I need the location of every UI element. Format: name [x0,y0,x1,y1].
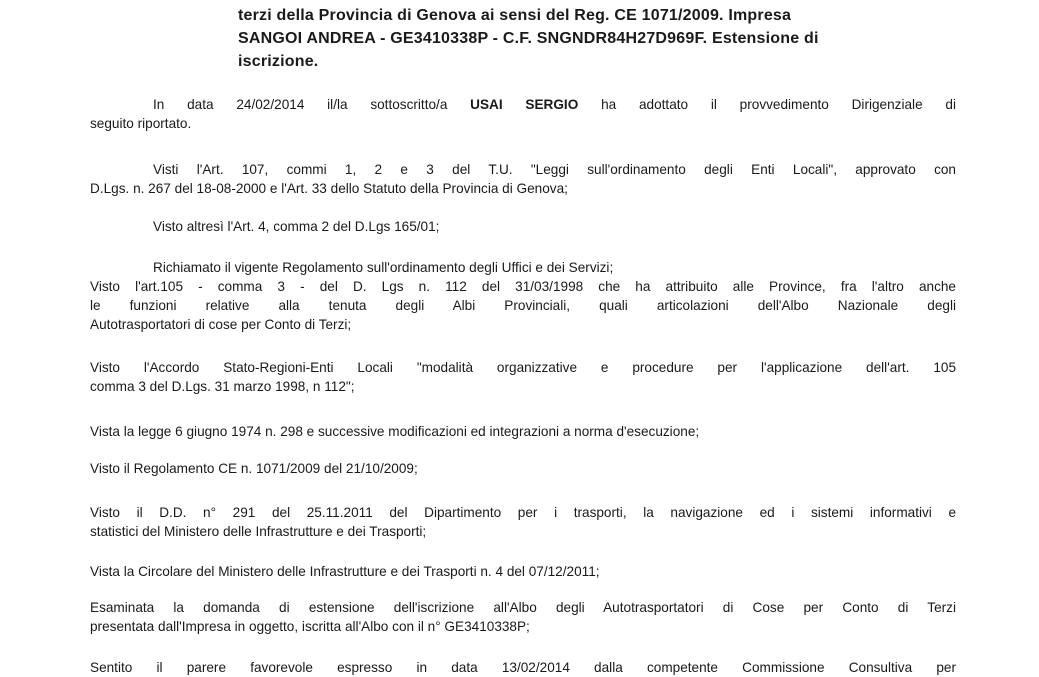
paragraph-sentito [90,658,956,677]
paragraph-visti [90,160,956,198]
signatory-name: USAI SERGIO [470,97,579,112]
paragraph-legge [90,422,956,441]
paragraph-line: Autotrasportatori di cose per Conto di Terzi; [90,317,352,332]
paragraph-line: comma 3 del D.Lgs. 31 marzo 1998, n 112"; [90,379,355,394]
paragraph-esaminata [90,598,956,636]
paragraph-dd [90,503,956,541]
paragraph-line: Visto l'Accordo Stato-Regioni-Enti Locali "modalità organizzative e procedure per l'applicazione dell'art. 105 [90,360,956,375]
paragraph-visto-altresi [90,217,956,236]
paragraph-adoption [90,95,956,133]
paragraph-line: D.Lgs. n. 267 del 18-08-2000 e l'Art. 33 dello Statuto della Provincia di Genova; [90,181,568,196]
paragraph-line: seguito riportato. [90,116,192,131]
adoption-date-text: In data 24/02/2014 il/la sottoscritto/a [153,97,471,112]
paragraph-line: Vista la Circolare del Ministero delle Infrastrutture e dei Trasporti n. 4 del 07/12/2011; [90,564,600,579]
paragraph-line: statistici del Ministero delle Infrastrutture e dei Trasporti; [90,524,427,539]
paragraph-line: Vista la legge 6 giugno 1974 n. 298 e successive modificazioni ed integrazioni a norma d'esecuzione; [90,424,700,439]
paragraph-line: Visto altresì l'Art. 4, comma 2 del D.Lgs 165/01; [153,219,440,234]
paragraph-regolamento [90,459,956,478]
paragraph-line: Visto l'art.105 - comma 3 - del D. Lgs n. 112 del 31/03/1998 che ha attribuito alle Province, fra l'altro anche [90,279,956,294]
paragraph-line: le funzioni relative alla tenuta degli Albi Provinciali, quali articolazioni dell'Albo Nazionale degli [90,298,956,313]
adoption-text: ha adottato il provvedimento Dirigenziale di [578,97,956,112]
paragraph-line: Sentito il parere favorevole espresso in data 13/02/2014 dalla competente Commissione Consultiva per [90,660,956,675]
paragraph-line: Visto il Regolamento CE n. 1071/2009 del 21/10/2009; [90,461,418,476]
paragraph-accordo [90,358,956,396]
document-subject [238,0,958,73]
paragraph-line: Visti l'Art. 107, commi 1, 2 e 3 del T.U. "Leggi sull'ordinamento degli Enti Locali", approvato con [153,162,956,177]
paragraph-line: Esaminata la domanda di estensione dell'iscrizione all'Albo degli Autotrasportatori di Cose per Conto di Terzi [90,600,956,615]
paragraph-line: presentata dall'Impresa in oggetto, iscritta all'Albo con il n° GE3410338P; [90,619,530,634]
paragraph-line: Visto il D.D. n° 291 del 25.11.2011 del Dipartimento per i trasporti, la navigazione ed i sistemi informativi e [90,505,956,520]
paragraph-circolare [90,562,956,581]
paragraph-line [90,95,956,114]
subject-line-2: iscrizione. [238,53,319,70]
paragraph-line: Richiamato il vigente Regolamento sull'ordinamento degli Uffici e dei Servizi; [153,260,614,275]
subject-line-1: SANGOI ANDREA - GE3410338P - C.F. SNGNDR84H27D969F. Estensione di [238,30,819,47]
paragraph-richiamato [90,258,956,334]
subject-line-0: terzi della Provincia di Genova ai sensi del Reg. CE 1071/2009. Impresa [238,7,792,24]
